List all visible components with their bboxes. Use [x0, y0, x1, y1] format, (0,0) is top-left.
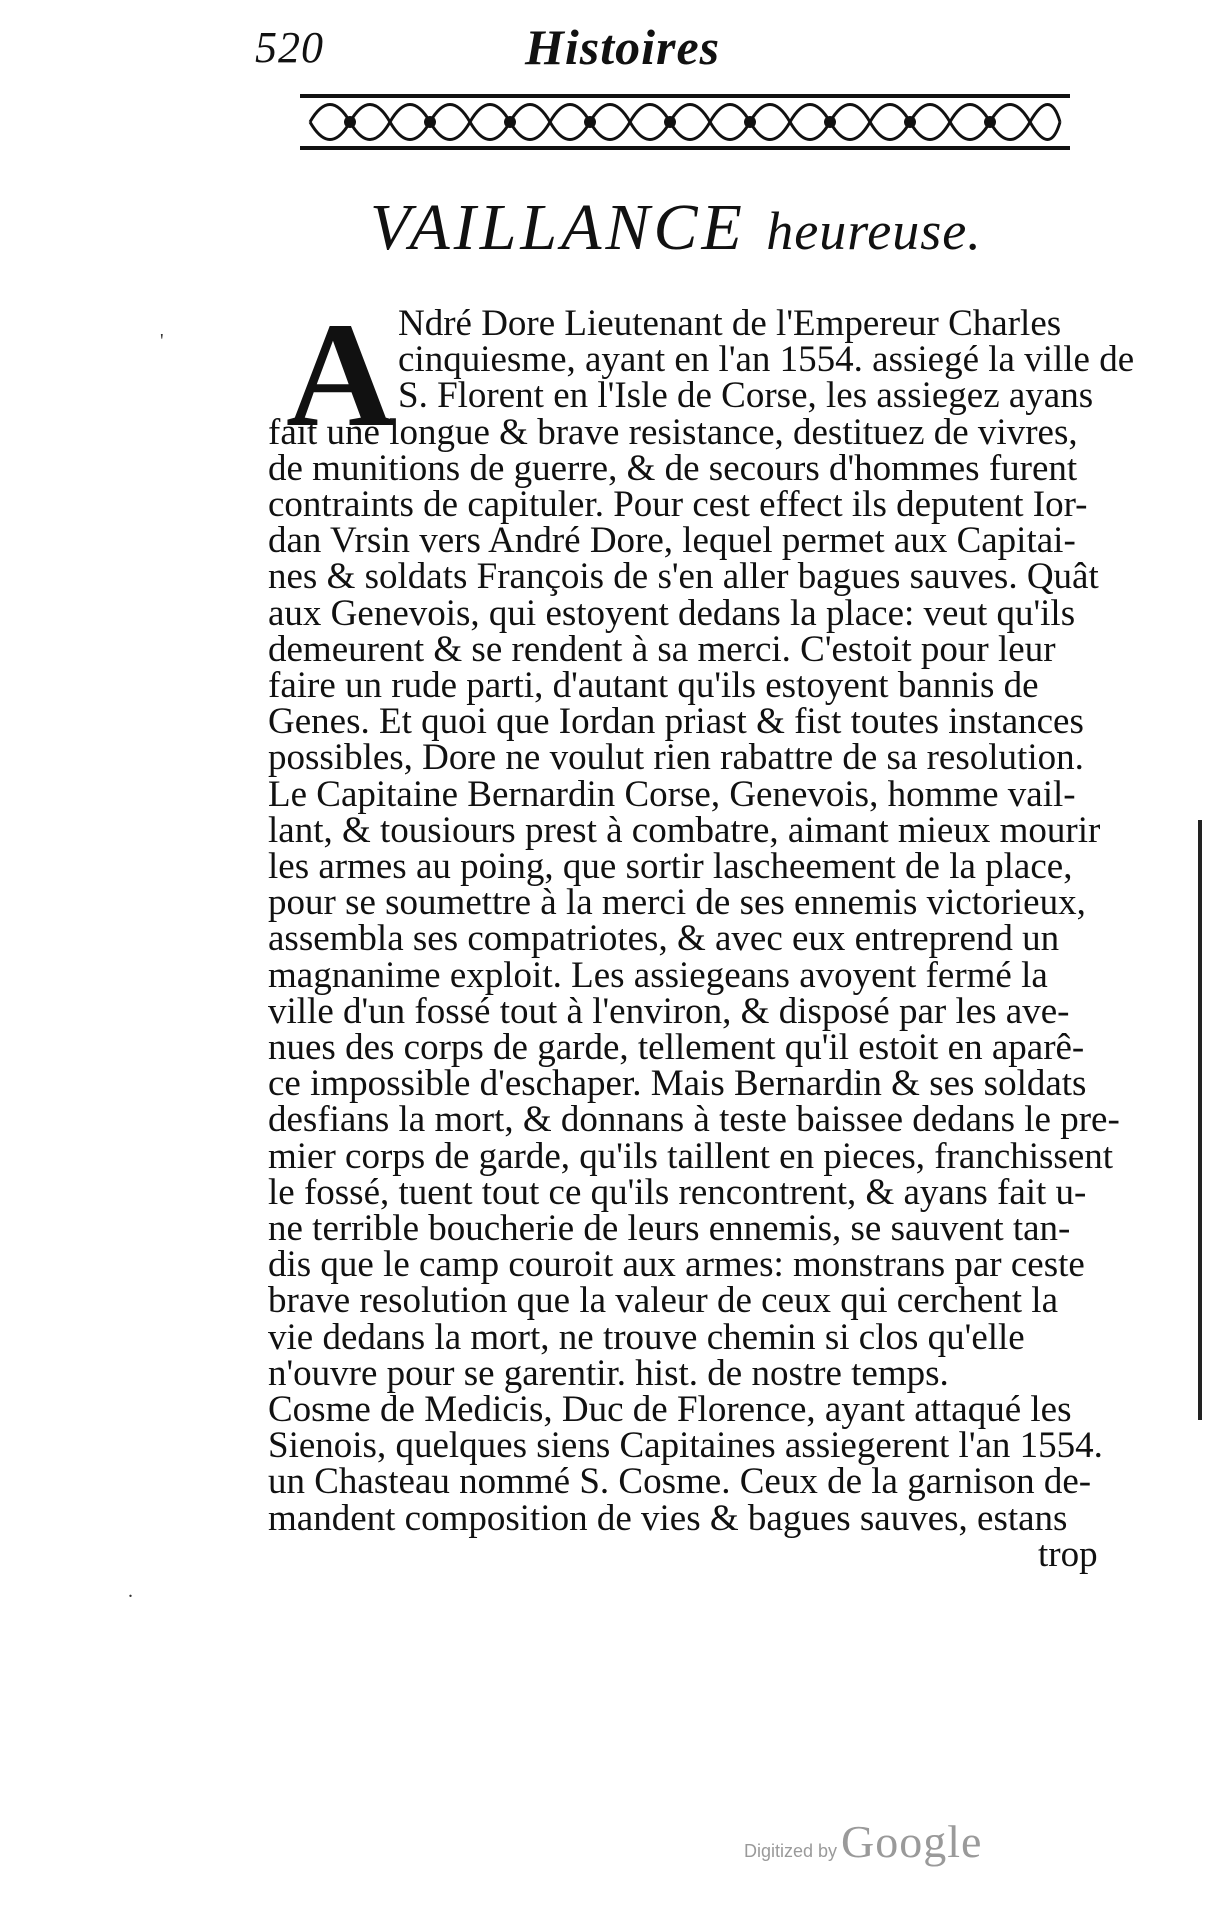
text-line: cinquiesme, ayant en l'an 1554. assiegé la ville de — [398, 339, 1135, 381]
text-line: mier corps de garde, qu'ils taillent en pieces, franchissent — [268, 1135, 1114, 1177]
page-number: 520 — [255, 23, 324, 72]
text-line: demeurent & se rendent à sa merci. C'estoit pour leur — [268, 628, 1056, 670]
text-line: un Chasteau nommé S. Cosme. Ceux de la garnison de- — [268, 1461, 1092, 1503]
text-line: ce impossible d'eschaper. Mais Bernardin & ses soldats — [268, 1063, 1087, 1105]
text-line: assembla ses compatriotes, & avec eux entreprend un — [268, 918, 1060, 960]
drop-cap: A — [286, 292, 395, 458]
ornamental-band — [300, 82, 1070, 162]
text-line: Ndré Dore Lieutenant de l'Empereur Charles — [398, 303, 1062, 344]
text-line: les armes au poing, que sortir lascheement de la place, — [268, 846, 1073, 887]
text-line: faire un rude parti, d'autant qu'ils estoyent bannis de — [268, 665, 1039, 706]
watermark-prefix: Digitized by — [744, 1841, 838, 1861]
section-title-main: VAILLANCE — [370, 191, 746, 264]
text-line: dis que le camp couroit aux armes: monstrans par ceste — [268, 1244, 1085, 1286]
page-header — [255, 18, 955, 78]
section-title-sub: heureuse. — [766, 201, 982, 261]
text-line: fait une longue & brave resistance, destituez de vivres, — [268, 411, 1078, 453]
text-line: mandent composition de vies & bagues sauves, estans — [268, 1497, 1068, 1539]
text-line: n'ouvre pour se garentir. hist. de nostre temps. — [268, 1352, 949, 1394]
section-title — [370, 190, 982, 266]
text-line: possibles, Dore ne voulut rien rabattre de sa resolution. — [268, 737, 1084, 779]
text-line: nues des corps de garde, tellement qu'il estoit en aparê- — [268, 1027, 1085, 1068]
text-line: trop — [1038, 1533, 1098, 1575]
text-line: vie dedans la mort, ne trouve chemin si clos qu'elle — [268, 1316, 1025, 1358]
text-line: lant, & tousiours prest à combatre, aimant mieux mourir — [268, 809, 1101, 851]
text-line: ne terrible boucherie de leurs ennemis, se sauvent tan- — [268, 1208, 1071, 1249]
text-line: nes & soldats François de s'en aller bagues sauves. Quât — [268, 556, 1099, 598]
text-line: Cosme de Medicis, Duc de Florence, ayant attaqué les — [268, 1389, 1072, 1430]
text-line: le fossé, tuent tout ce qu'ils rencontrent, & ayans fait u- — [268, 1171, 1087, 1213]
text-line: de munitions de guerre, & de secours d'hommes furent — [268, 447, 1078, 489]
text-line: Le Capitaine Bernardin Corse, Genevois, homme vail- — [268, 773, 1076, 815]
text-line: magnanime exploit. Les assiegeans avoyent fermé la — [268, 954, 1048, 996]
text-line: Sienois, quelques siens Capitaines assiegerent l'an 1554. — [268, 1425, 1103, 1467]
text-line: ville d'un fossé tout à l'environ, & disposé par les ave- — [268, 990, 1070, 1032]
text-line: Genes. Et quoi que Iordan priast & fist toutes instances — [268, 701, 1084, 743]
scan-edge-shadow — [1198, 820, 1202, 1420]
watermark-brand: Google — [841, 1816, 983, 1867]
text-line: desfians la mort, & donnans à teste baissee dedans le pre- — [268, 1099, 1120, 1141]
text-line: dan Vrsin vers André Dore, lequel permet aux Capitai- — [268, 520, 1076, 562]
text-line: aux Genevois, qui estoyent dedans la place: veut qu'ils — [268, 592, 1076, 634]
running-title: Histoires — [525, 19, 721, 75]
text-line: brave resolution que la valeur de ceux qui cerchent la — [268, 1280, 1059, 1322]
text-line: pour se soumettre à la merci de ses ennemis victorieux, — [268, 882, 1086, 924]
margin-speck: ' — [160, 330, 164, 352]
margin-speck: . — [128, 1580, 133, 1602]
google-watermark — [744, 1815, 982, 1868]
text-line: contraints de capituler. Pour cest effect ils deputent Ior- — [268, 484, 1088, 525]
text-line: S. Florent en l'Isle de Corse, les assiegez ayans — [398, 375, 1094, 417]
